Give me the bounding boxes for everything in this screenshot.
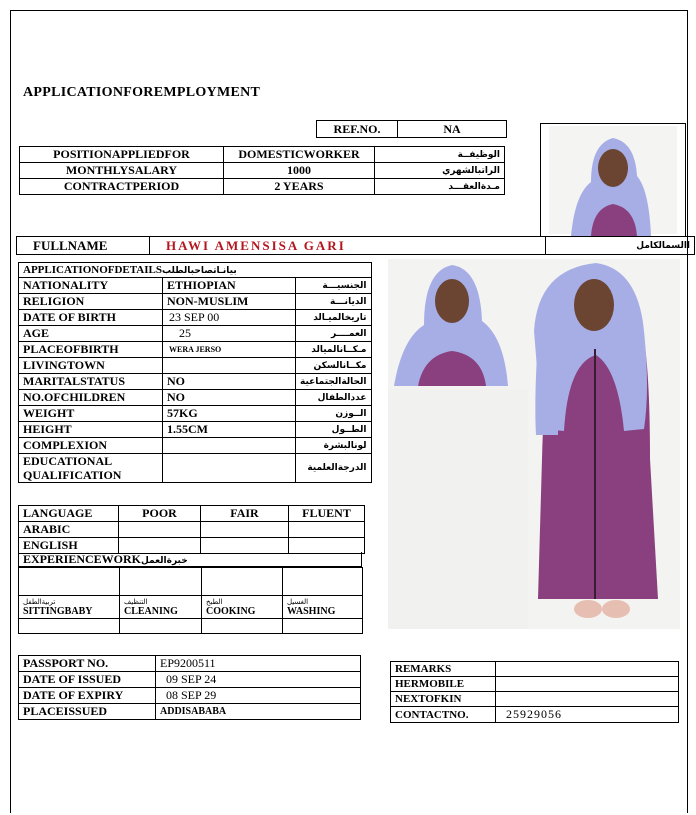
experience-cell <box>283 568 363 596</box>
skill-en: CLEANING <box>124 606 178 617</box>
passport-table <box>18 655 361 720</box>
detail-label: PLACEOFBIRTH <box>19 342 163 358</box>
detail-label: AGE <box>19 326 163 342</box>
position-label-ar: الوظيفــة <box>375 147 505 163</box>
skill-value <box>120 619 202 634</box>
language-cell <box>201 522 289 538</box>
education-label-line1: EDUCATIONAL <box>23 454 113 468</box>
remarks-value: 25929056 <box>496 707 679 723</box>
experience-label: EXPERIENCEWORK <box>23 552 142 566</box>
remarks-value <box>496 692 679 707</box>
detail-label-ar: تاريخالميـالد <box>296 310 372 326</box>
language-cell <box>289 522 365 538</box>
passport-value: 08 SEP 29 <box>156 688 361 704</box>
language-header: LANGUAGE <box>19 506 119 522</box>
language-cell <box>119 522 201 538</box>
detail-label: COMPLEXION <box>19 438 163 454</box>
detail-label: HEIGHT <box>19 422 163 438</box>
contract-value: 2 YEARS <box>224 179 375 195</box>
remarks-label: HERMOBILE <box>391 677 496 692</box>
education-value <box>163 454 296 483</box>
details-header-en: APPLICATIONOFDETAILS <box>23 264 162 276</box>
detail-label-ar: مكــانالسكن <box>296 358 372 374</box>
passport-label: DATE OF ISSUED <box>19 672 156 688</box>
remarks-label: CONTACTNO. <box>391 707 496 723</box>
language-table <box>18 505 365 554</box>
portrait-photo-small <box>540 123 686 237</box>
language-row-english: ENGLISH <box>19 538 119 554</box>
position-value: DOMESTICWORKER <box>224 147 375 163</box>
detail-label-ar: الحالةالجتماعية <box>296 374 372 390</box>
skill-en: WASHING <box>287 606 336 617</box>
detail-label: LIVINGTOWN <box>19 358 163 374</box>
detail-label: DATE OF BIRTH <box>19 310 163 326</box>
detail-label-ar: لونالبشرة <box>296 438 372 454</box>
detail-label: WEIGHT <box>19 406 163 422</box>
experience-header <box>18 552 362 567</box>
remarks-value <box>496 677 679 692</box>
portrait-photo-medium-image <box>388 259 514 386</box>
experience-label-ar: خبرةالعمل <box>141 556 188 566</box>
salary-value: 1000 <box>224 163 375 179</box>
skill-en: COOKING <box>206 606 256 617</box>
ref-value: NA <box>398 121 507 138</box>
passport-value: ADDISABABA <box>156 704 361 720</box>
detail-label-ar: العمــــر <box>296 326 372 342</box>
skill-cooking <box>202 596 283 619</box>
remarks-table <box>390 661 679 723</box>
skill-en: SITTINGBABY <box>23 606 93 617</box>
language-header-fair: FAIR <box>201 506 289 522</box>
experience-cell <box>120 568 202 596</box>
detail-label-ar: الجنسيـــة <box>296 278 372 294</box>
language-row-arabic: ARABIC <box>19 522 119 538</box>
passport-value: 09 SEP 24 <box>156 672 361 688</box>
remarks-value <box>496 662 679 677</box>
position-label: POSITIONAPPLIEDFOR <box>20 147 224 163</box>
passport-label: DATE OF EXPIRY <box>19 688 156 704</box>
detail-label: NO.OFCHILDREN <box>19 390 163 406</box>
portrait-photo-medium <box>388 259 514 386</box>
language-header-fluent: FLUENT <box>289 506 365 522</box>
detail-label-ar: مـكــانالميالد <box>296 342 372 358</box>
skill-sittingbaby <box>19 596 120 619</box>
skill-ar: الطبخ <box>206 598 223 606</box>
details-header-ar: بيانـاتصاحبالطلب <box>161 266 237 276</box>
ref-table <box>316 120 507 138</box>
detail-value <box>163 438 296 454</box>
detail-label-ar: عددالطفال <box>296 390 372 406</box>
remarks-label: REMARKS <box>391 662 496 677</box>
skill-ar: التنظيف <box>124 598 148 606</box>
detail-value <box>163 358 296 374</box>
fullname-label: FULLNAME <box>17 237 150 255</box>
experience-table <box>18 567 363 634</box>
ref-label: REF.NO. <box>317 121 398 138</box>
detail-value: WERA JERSO <box>163 342 296 358</box>
education-label-line2: QUALIFICATION <box>23 468 122 482</box>
detail-label: RELIGION <box>19 294 163 310</box>
skill-washing <box>283 596 363 619</box>
detail-value: NON-MUSLIM <box>163 294 296 310</box>
detail-value: 1.55CM <box>163 422 296 438</box>
fullname-value: HAWI AMENSISA GARI <box>150 237 546 255</box>
portrait-photo-small-image <box>541 124 685 236</box>
language-header-poor: POOR <box>119 506 201 522</box>
contract-label: CONTRACTPERIOD <box>20 179 224 195</box>
details-table <box>18 262 372 483</box>
education-label <box>19 454 163 483</box>
detail-value: 23 SEP 00 <box>163 310 296 326</box>
skill-value <box>202 619 283 634</box>
education-label-ar: الدرجةالعلمية <box>296 454 372 483</box>
document-title: APPLICATIONFOREMPLOYMENT <box>23 85 261 100</box>
detail-label-ar: الــوزن <box>296 406 372 422</box>
skill-value <box>283 619 363 634</box>
fullname-table <box>16 236 695 255</box>
detail-label-ar: الديانـــة <box>296 294 372 310</box>
detail-value: ETHIOPIAN <box>163 278 296 294</box>
skill-value <box>19 619 120 634</box>
contract-label-ar: مـدةالعقـــد <box>375 179 505 195</box>
details-header <box>19 263 372 278</box>
passport-label: PLACEISSUED <box>19 704 156 720</box>
position-table <box>19 146 505 195</box>
remarks-label: NEXTOFKIN <box>391 692 496 707</box>
detail-label: MARITALSTATUS <box>19 374 163 390</box>
salary-label-ar: الراتبالشهري <box>375 163 505 179</box>
passport-value: EP9200511 <box>156 656 361 672</box>
passport-label: PASSPORT NO. <box>19 656 156 672</box>
skill-ar: الغسيل <box>287 598 309 606</box>
fullname-label-ar: االسمالكامل <box>546 237 695 255</box>
skill-ar: تربيةالطفل <box>23 598 56 606</box>
detail-label: NATIONALITY <box>19 278 163 294</box>
skill-cleaning <box>120 596 202 619</box>
detail-value: NO <box>163 374 296 390</box>
detail-label-ar: الطــول <box>296 422 372 438</box>
detail-value: NO <box>163 390 296 406</box>
detail-value: 57KG <box>163 406 296 422</box>
detail-value: 25 <box>163 326 296 342</box>
salary-label: MONTHLYSALARY <box>20 163 224 179</box>
experience-cell <box>19 568 120 596</box>
experience-cell <box>202 568 283 596</box>
